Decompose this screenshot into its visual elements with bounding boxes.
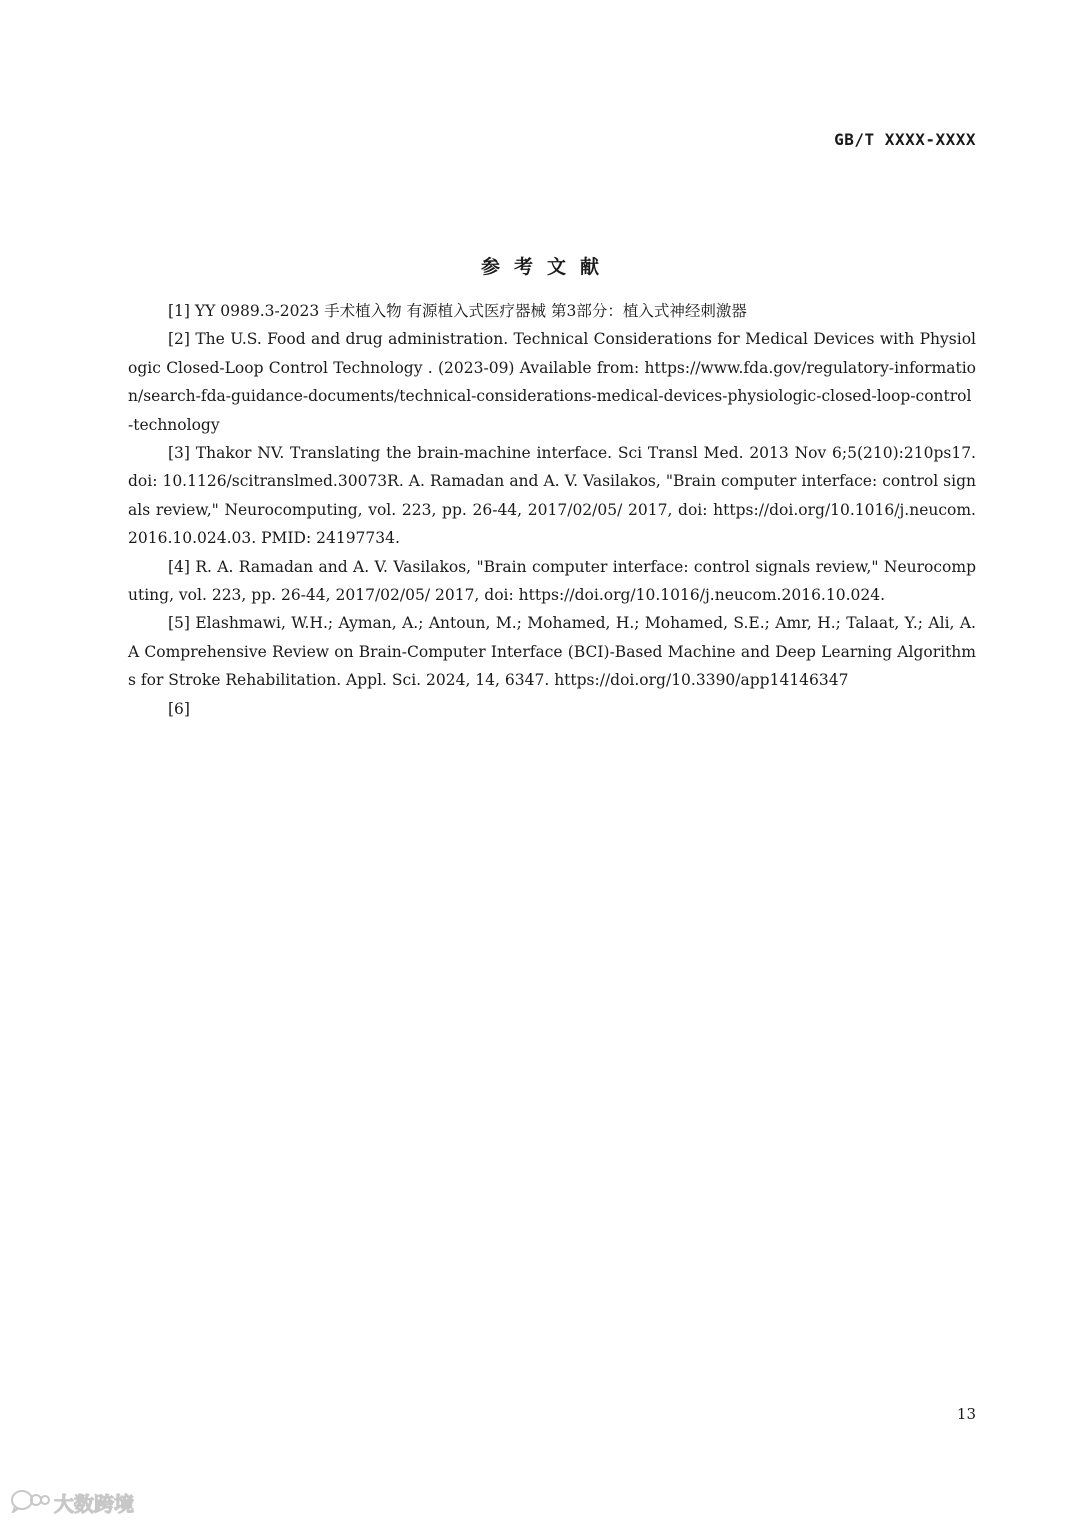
standard-number: GB/T XXXX-XXXX — [834, 130, 976, 149]
reference-list — [128, 297, 976, 723]
reference-item-6: [6] — [168, 699, 190, 718]
reference-item-1: [1] YY 0989.3-2023 手术植入物 有源植入式医疗器械 第3部分：植入式神经刺激器 — [168, 302, 747, 320]
page-number: 13 — [956, 1405, 976, 1423]
section-title: 参考文献 — [480, 256, 613, 278]
chat-bubble-logo-icon — [10, 1487, 50, 1517]
watermark-text: 大数跨境 — [54, 1491, 134, 1516]
reference-item-5: [5] Elashmawi, W.H.; Ayman, A.; Antoun, M.; Mohamed, H.; Mohamed, S.E.; Amr, H.; Talaat, Y.; Ali, A. A Comprehensive Review on Brain-Computer Interface (BCI)-Based Machine and Deep Learning Algorithms for Stroke Rehabilitation. Appl. Sci. 2024, 14, 6347. https://doi.org/10.3390/app14146347 — [128, 614, 976, 690]
reference-item-2: [2] The U.S. Food and drug administration. Technical Considerations for Medical Devices with Physiologic Closed-Loop Control Technology . (2023-09) Available from: https://www.fda.gov/regulatory-information/search-fda-guidance-documents/technical-considerations-medical-devices-physiologic-closed-loop-control-technology — [128, 330, 976, 434]
watermark — [10, 1487, 134, 1517]
reference-item-4: [4] R. A. Ramadan and A. V. Vasilakos, "Brain computer interface: control signals review," Neurocomputing, vol. 223, pp. 26-44, 2017/02/05/ 2017, doi: https://doi.org/10.1016/j.neucom.2016.10.024. — [128, 557, 976, 605]
reference-item-3: [3] Thakor NV. Translating the brain-machine interface. Sci Transl Med. 2013 Nov 6;5(210):210ps17. doi: 10.1126/scitranslmed.30073R. A. Ramadan and A. V. Vasilakos, "Brain computer interface: control signals review," Neurocomputing, vol. 223, pp. 26-44, 2017/02/05/ 2017, doi: https://doi.org/10.1016/j.neucom.2016.10.024.03. PMID: 24197734. — [128, 444, 976, 548]
